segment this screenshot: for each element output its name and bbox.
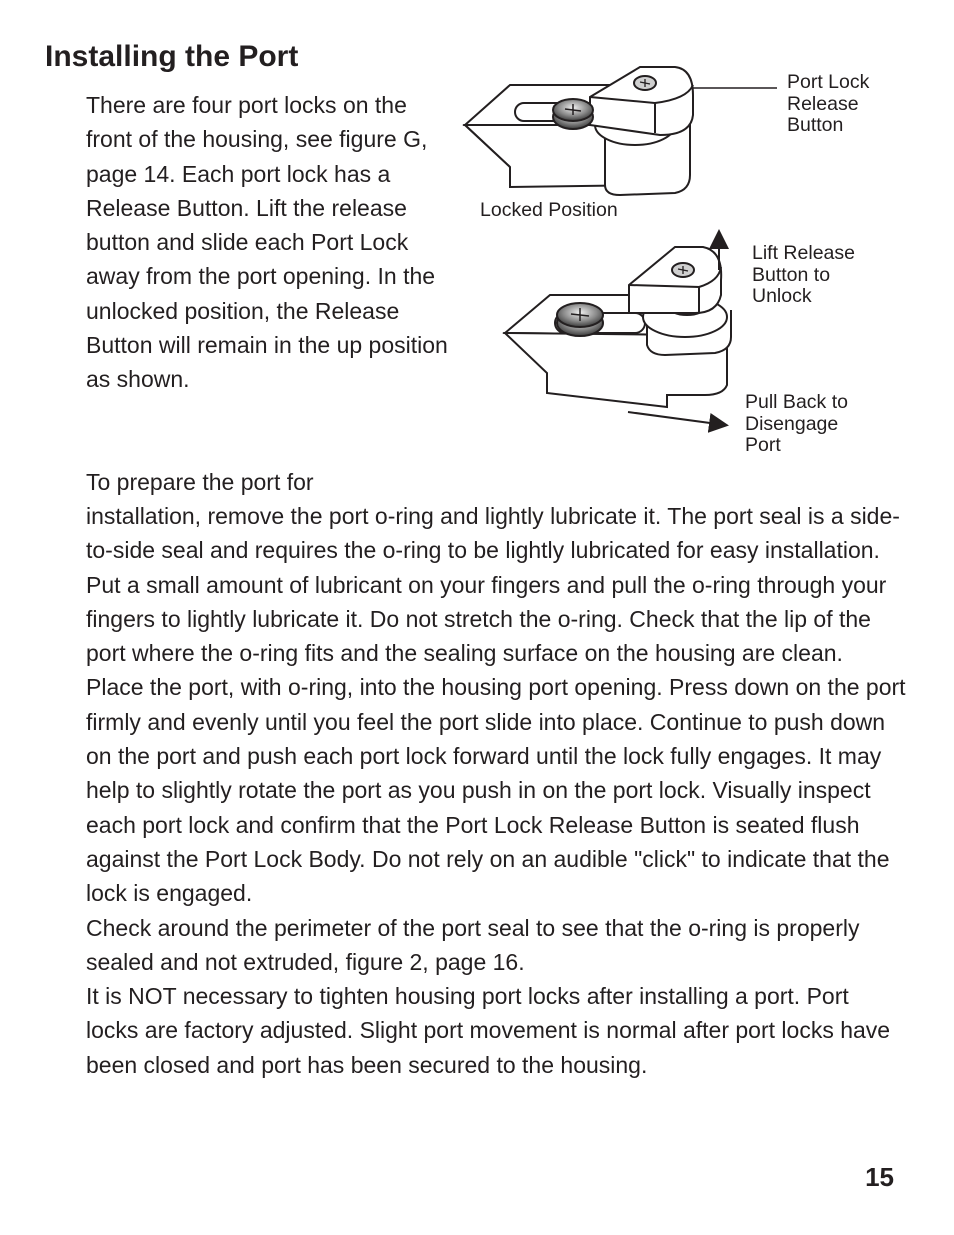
- check-paragraph: Check around the perimeter of the port seal to see that the o-ring is properly sealed and not extruded, figure 2, page 16.: [86, 914, 860, 975]
- page-title: Installing the Port: [45, 40, 299, 73]
- body-text: [86, 499, 906, 1082]
- prep-heading-line: To prepare the port for: [86, 469, 314, 495]
- label-locked-position: Locked Position: [480, 199, 618, 221]
- intro-paragraph: There are four port locks on the front of the housing, see figure G, page 14. Each port lock has a Release Button. Lift the release button and slide each Port Lock away from the port opening. In the unlocked position, the Release Button will remain in the up position as shown.: [86, 92, 448, 393]
- locked-position-drawing: [465, 67, 693, 195]
- port-lock-figure: [455, 55, 895, 470]
- pull-back-arrow: [628, 412, 725, 425]
- label-pull-back: Pull Back to Disengage Port: [745, 391, 848, 456]
- note-paragraph: It is NOT necessary to tighten housing port locks after installing a port. Port locks are factory adjusted. Slight port movement is normal after port locks have been closed and port has been secured to the housing.: [86, 983, 891, 1078]
- page-number: 15: [865, 1162, 894, 1192]
- prep-paragraph: installation, remove the port o-ring and lightly lubricate it. The port seal is a side-to-side seal and requires the o-ring to be lightly lubricated for easy installation. Put a small amount of lubricant on your fingers and pull the o-ring through your fingers to lightly lubricate it. Do not stretch the o-ring. Check that the lip of the port where the o-ring fits and the sealing surface on the housing are clean. Place the port, with o-ring, into the housing port opening. Press down on the port firmly and evenly until you feel the port slide into place. Continue to push down on the port and push each port lock forward until the lock fully engages. It may help to slightly rotate the port as you push in on the port lock. Visually inspect each port lock and confirm that the Port Lock Release Button is seated flush against the Port Lock Body. Do not rely on an audible "click" to indicate that the lock is engaged.: [86, 503, 906, 907]
- unlocked-position-drawing: [505, 247, 731, 407]
- label-lift-release-button: Lift Release Button to Unlock: [752, 242, 855, 307]
- label-port-lock-release-button: Port Lock Release Button: [787, 71, 870, 136]
